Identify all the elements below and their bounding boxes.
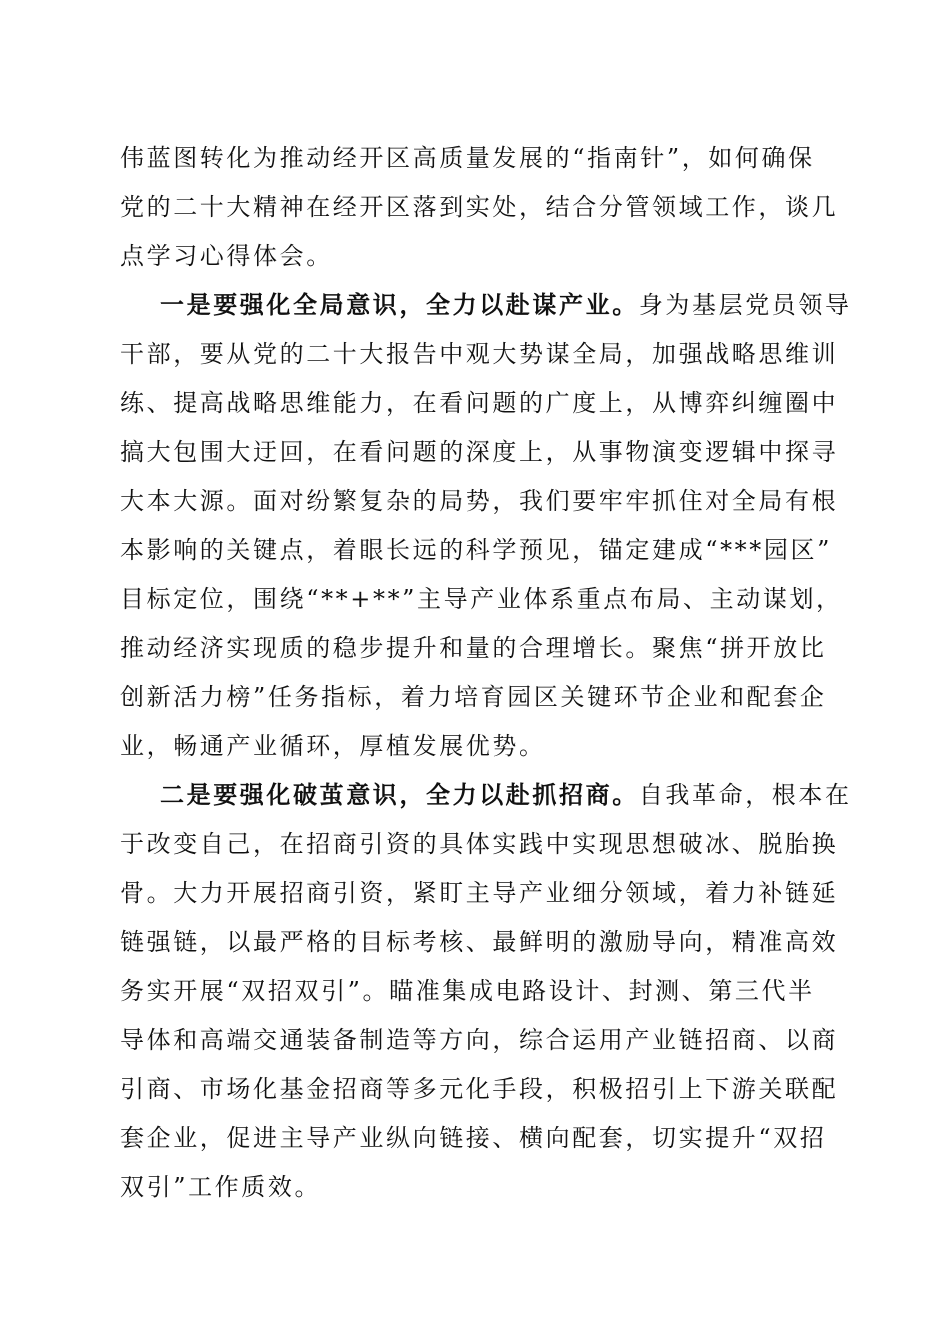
- paragraph-2-line-4: 搞大包围大迂回，在看问题的深度上，从事物演变逻辑中探寻: [120, 438, 839, 466]
- paragraph-3-line-4: 链强链，以最严格的目标考核、最鲜明的激励导向，精准高效: [120, 928, 839, 956]
- paragraph-1-line-3: 点学习心得体会。: [120, 242, 333, 270]
- paragraph-3-line-6: 导体和高端交通装备制造等方向，综合运用产业链招商、以商: [120, 1026, 839, 1054]
- paragraph-2-line-3: 练、提高战略思维能力，在看问题的广度上，从博弈纠缠圈中: [120, 389, 839, 417]
- paragraph-3-line-3: 骨。大力开展招商引资，紧盯主导产业细分领域，着力补链延: [120, 879, 839, 907]
- paragraph-3-line-1: [160, 779, 852, 811]
- paragraph-3-line-2: 于改变自己，在招商引资的具体实践中实现思想破冰、脱胎换: [120, 830, 839, 858]
- paragraph-1-line-1: 伟蓝图转化为推动经开区高质量发展的“指南针”，如何确保: [120, 144, 815, 172]
- paragraph-1-line-2: 党的二十大精神在经开区落到实处，结合分管领域工作，谈几: [120, 193, 839, 221]
- paragraph-2-line-6: 本影响的关键点，着眼长远的科学预见，锚定建成“***园区”: [120, 536, 832, 564]
- paragraph-2-line-5: 大本大源。面对纷繁复杂的局势，我们要牢牢抓住对全局有根: [120, 487, 839, 515]
- paragraph-2-line-1: [160, 289, 852, 321]
- paragraph-2-line-8: 推动经济实现质的稳步提升和量的合理增长。聚焦“拼开放比: [120, 634, 827, 662]
- paragraph-3-line-8: 套企业，促进主导产业纵向链接、横向配套，切实提升“双招: [120, 1124, 827, 1152]
- paragraph-3-line-5: 务实开展“双招双引”。瞄准集成电路设计、封测、第三代半: [120, 977, 815, 1005]
- paragraph-2-line-7: 目标定位，围绕“**+**”主导产业体系重点布局、主动谋划，: [120, 585, 843, 613]
- paragraph-2-line-9: 创新活力榜”任务指标，着力培育园区关键环节企业和配套企: [120, 683, 827, 711]
- paragraph-2-line-10: 业，畅通产业循环，厚植发展优势。: [120, 732, 546, 760]
- paragraph-2-line-1-rest: 身为基层党员领导: [638, 291, 852, 319]
- paragraph-3-line-7: 引商、市场化基金招商等多元化手段，积极招引上下游关联配: [120, 1075, 839, 1103]
- paragraph-2-line-2: 干部，要从党的二十大报告中观大势谋全局，加强战略思维训: [120, 340, 839, 368]
- paragraph-3-heading: 二是要强化破茧意识，全力以赴抓招商。: [160, 780, 639, 809]
- paragraph-2-heading: 一是要强化全局意识，全力以赴谋产业。: [160, 290, 639, 319]
- paragraph-3-line-9: 双引”工作质效。: [120, 1173, 322, 1201]
- paragraph-3-line-1-rest: 自我革命，根本在: [638, 781, 852, 809]
